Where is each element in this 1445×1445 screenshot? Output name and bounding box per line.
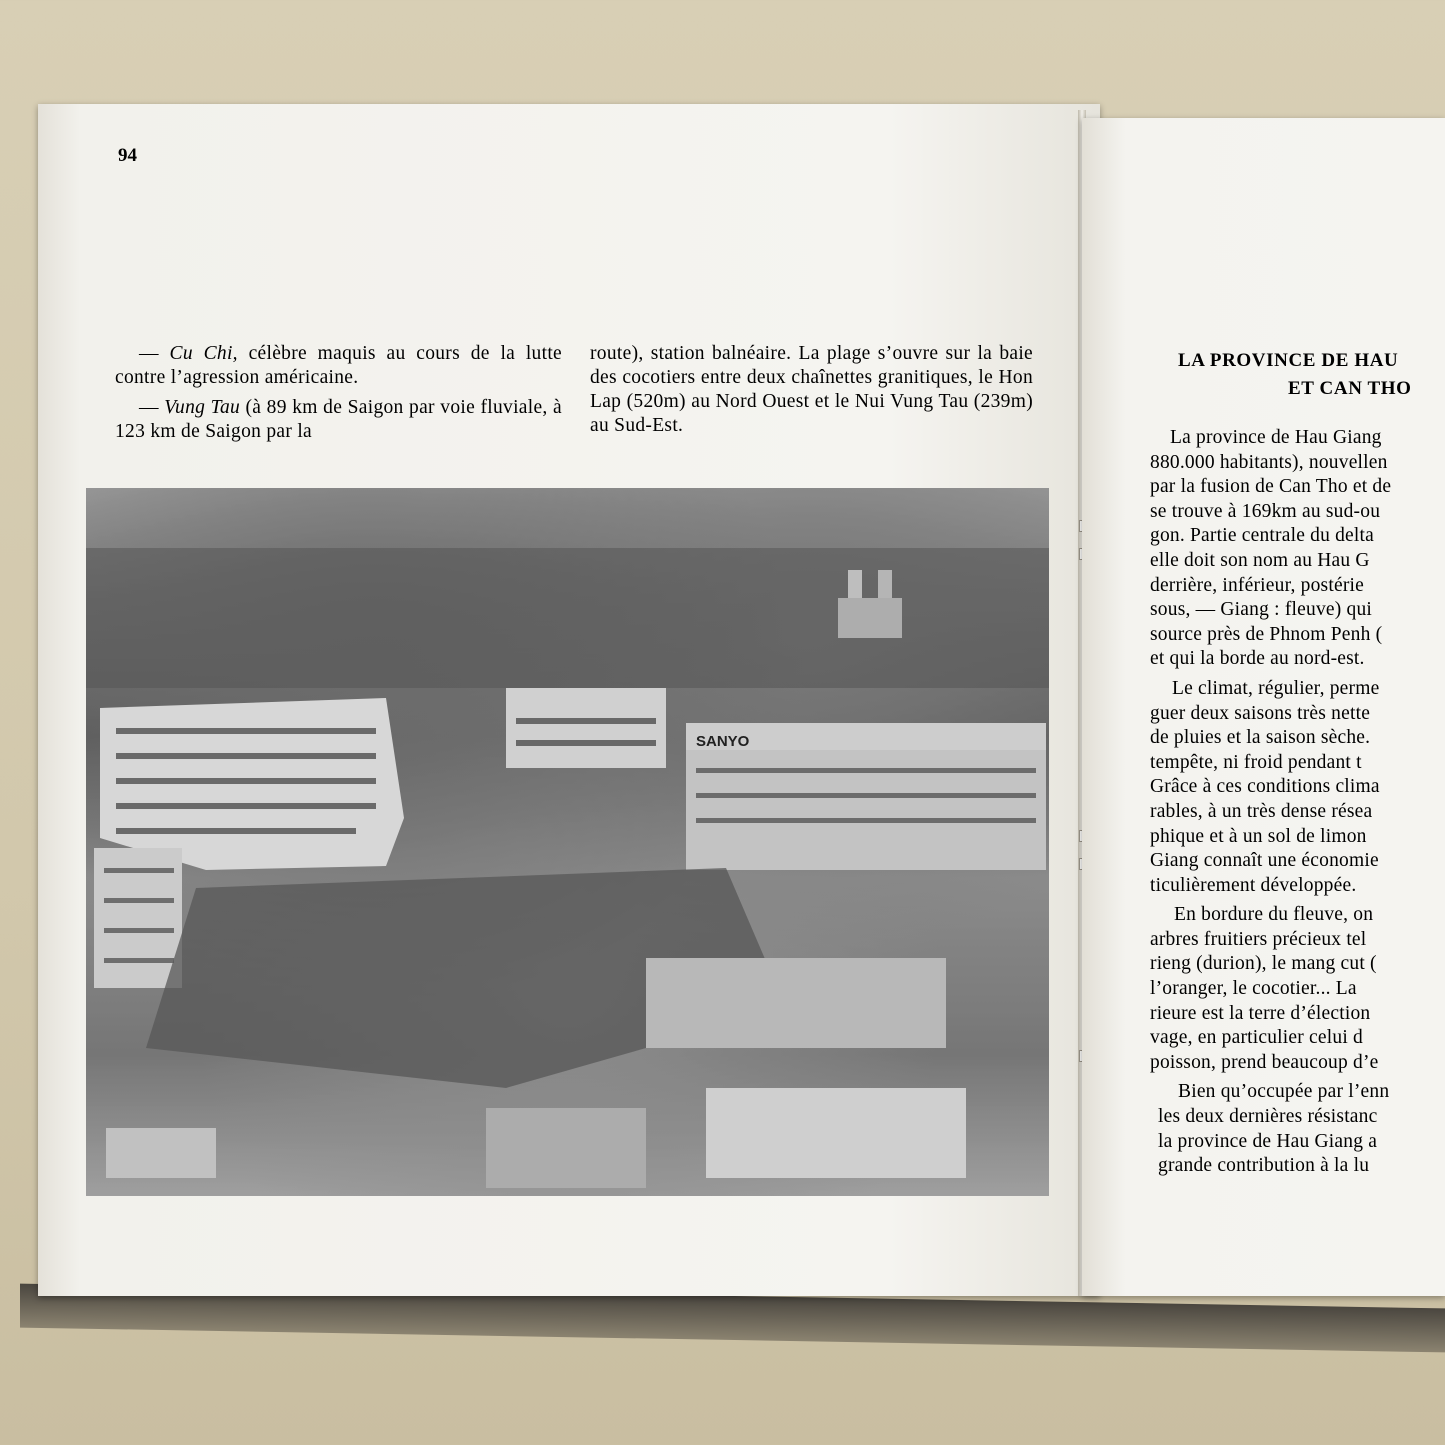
sanyo-sign: SANYO <box>696 733 750 750</box>
text-line: l’oranger, le cocotier... La <box>1150 978 1357 1000</box>
section-heading-line1: LA PROVINCE DE HAU <box>1178 350 1399 371</box>
text-line: se trouve à 169km au sud-ou <box>1150 500 1381 522</box>
text-line: ticulièrement développée. <box>1150 874 1357 896</box>
photo-buildings-drawing <box>86 488 1049 1196</box>
page-number: 94 <box>118 145 137 166</box>
text-line: Grâce à ces conditions clima <box>1150 776 1380 798</box>
text-line: rieure est la terre d’élection <box>1150 1002 1371 1024</box>
paragraph-cu-chi <box>115 342 562 390</box>
text-line: Bien qu’occupée par l’enn <box>1178 1081 1390 1103</box>
text-line: poisson, prend beaucoup d’e <box>1150 1051 1379 1073</box>
text-line: tempête, ni froid pendant t <box>1150 751 1362 773</box>
text-line: rieng (durion), le mang cut ( <box>1150 953 1377 975</box>
text-line: gon. Partie centrale du delta <box>1150 525 1375 547</box>
text-line: guer deux saisons très nette <box>1150 702 1371 724</box>
text-line: arbres fruitiers précieux tel <box>1150 928 1367 950</box>
text-line: par la fusion de Can Tho et de <box>1150 476 1392 498</box>
text-column-left <box>115 342 562 450</box>
text-column-right <box>590 342 1033 444</box>
text-line: Giang connaît une économie <box>1150 850 1379 872</box>
text-line: source près de Phnom Penh ( <box>1150 623 1383 645</box>
text-line: sous, — Giang : fleuve) qui <box>1150 599 1373 621</box>
text-line: rables, à un très dense résea <box>1150 800 1373 822</box>
paragraph-text: (à 89 km de Saigon par voie fluviale, à 123 km de Saigon par la <box>115 397 562 442</box>
paragraph-vung-tau-continued: route), station balnéaire. La plage s’ouvre sur la baie des cocotiers entre deux chaînettes granitiques, le Hon Lap (520m) au Nord Ouest et le Nui Vung Tau (239m) au Sud-Est. <box>590 343 1033 436</box>
text-line: 880.000 habitants), nouvellen <box>1150 451 1388 473</box>
text-line: La province de Hau Giang <box>1170 427 1382 448</box>
text-line: derrière, inférieur, postérie <box>1150 574 1364 596</box>
text-line: Le climat, régulier, perme <box>1172 677 1380 699</box>
saigon-city-photo <box>86 488 1049 1196</box>
place-name-vung-tau: Vung Tau <box>164 397 241 418</box>
right-text-column <box>1150 426 1445 1179</box>
text-line: de pluies et la saison sèche. <box>1150 727 1371 749</box>
text-line: vage, en particulier celui d <box>1150 1027 1363 1049</box>
text-line: phique et à un sol de limon <box>1150 825 1367 847</box>
dash: — <box>139 397 165 418</box>
text-line: elle doit son nom au Hau G <box>1150 549 1370 571</box>
dash: — <box>139 343 170 364</box>
text-line: grande contribution à la lu <box>1158 1155 1370 1177</box>
section-heading-line2: ET CAN THO <box>1288 378 1412 399</box>
text-line: En bordure du fleuve, on <box>1174 904 1374 926</box>
place-name-cu-chi: Cu Chi, <box>169 343 238 364</box>
text-line: la province de Hau Giang a <box>1158 1130 1378 1152</box>
paragraph-text: célèbre maquis au cours de la lutte contre l’agression américaine. <box>115 343 562 388</box>
text-line: et qui la borde au nord-est. <box>1150 648 1365 670</box>
text-line: les deux dernières résistanc <box>1158 1106 1378 1128</box>
paragraph-vung-tau <box>115 396 562 444</box>
